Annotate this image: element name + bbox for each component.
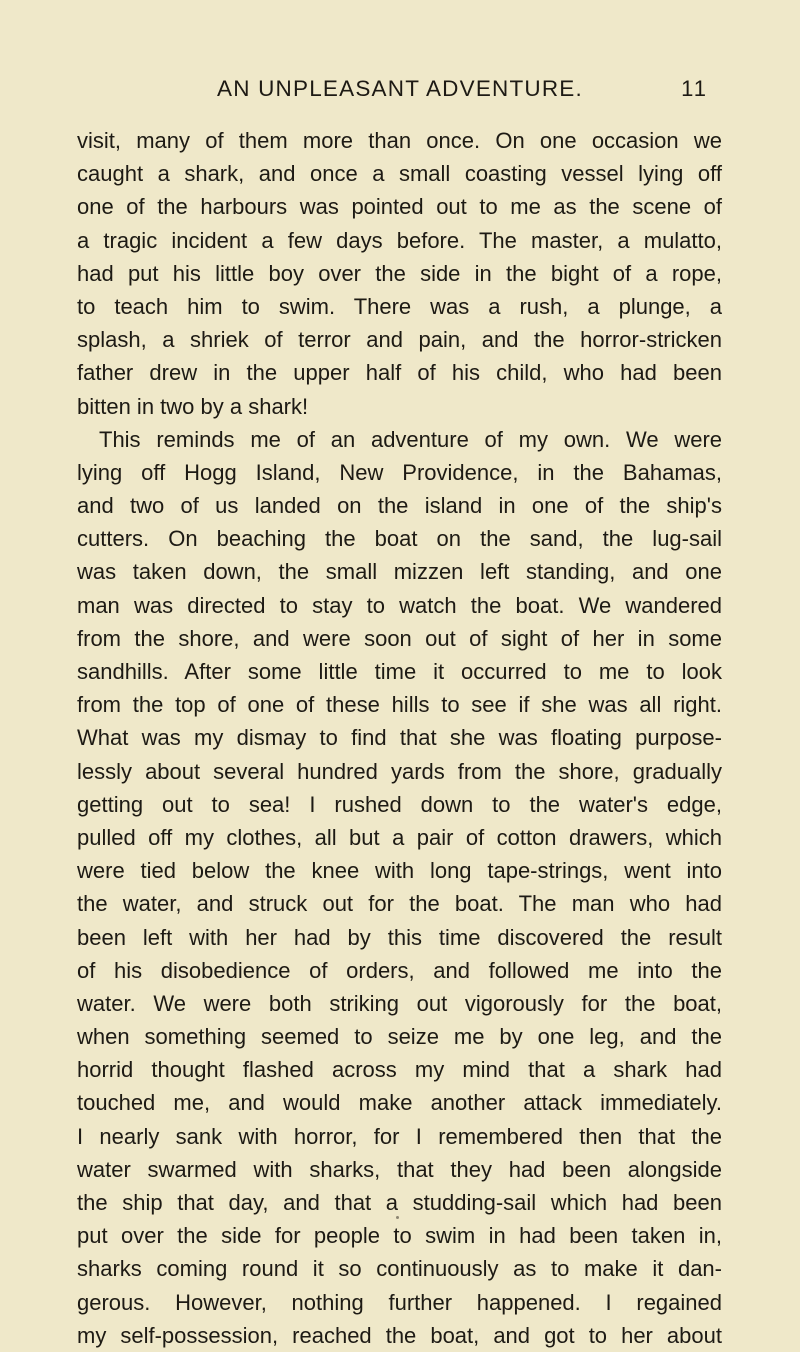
paper-speck (396, 1216, 399, 1219)
text-line: getting out to sea! I rushed down to the water's edge, (77, 791, 722, 817)
text-line: sharks coming round it so continuously as to make it dan- (77, 1256, 722, 1282)
text-line: when something seemed to seize me by one leg, and the (77, 1024, 722, 1050)
text-line: horrid thought flashed across my mind that a shark had (77, 1057, 722, 1083)
body-text (77, 124, 722, 1352)
text-line: lying off Hogg Island, New Providence, in the Bahamas, (77, 459, 722, 485)
text-line: one of the harbours was pointed out to me as the scene of (77, 194, 722, 220)
text-line: splash, a shriek of terror and pain, and the horror-stricken (77, 327, 722, 353)
text-line: bitten in two by a shark! (77, 393, 309, 419)
text-line: What was my dismay to find that she was floating purpose- (77, 725, 722, 751)
text-line: and two of us landed on the island in one of the ship's (77, 493, 722, 519)
text-line: father drew in the upper half of his child, who had been (77, 360, 722, 386)
text-line: water swarmed with sharks, that they had been alongside (77, 1156, 722, 1182)
text-line: sandhills. After some little time it occurred to me to look (77, 659, 722, 684)
text-line: from the top of one of these hills to see if she was all right. (77, 692, 722, 718)
text-line: gerous. However, nothing further happened. I regained (77, 1289, 722, 1315)
text-line: cutters. On beaching the boat on the sand, the lug-sail (77, 526, 722, 552)
text-line: pulled off my clothes, all but a pair of cotton drawers, which (77, 824, 722, 850)
page-number: 11 (681, 76, 708, 101)
text-line: was taken down, the small mizzen left standing, and one (77, 559, 722, 585)
running-title: AN UNPLEASANT ADVENTURE. (217, 76, 583, 101)
text-line: from the shore, and were soon out of sight of her in some (77, 625, 722, 651)
text-line: put over the side for people to swim in had been taken in, (77, 1223, 722, 1249)
running-header (0, 74, 800, 104)
text-line: I nearly sank with horror, for I remembered then that the (77, 1123, 722, 1149)
text-line: of his disobedience of orders, and followed me into the (77, 957, 722, 983)
paragraph-start-line: This reminds me of an adventure of my own. We were (99, 426, 722, 452)
text-line: the water, and struck out for the boat. The man who had (77, 891, 722, 917)
text-line: lessly about several hundred yards from the shore, gradually (77, 758, 722, 784)
text-line: touched me, and would make another attack immediately. (77, 1090, 722, 1116)
text-line: to teach him to swim. There was a rush, a plunge, a (77, 293, 722, 319)
text-line: a tragic incident a few days before. The master, a mulatto, (77, 227, 722, 253)
text-line: man was directed to stay to watch the boat. We wandered (77, 592, 722, 618)
text-line: caught a shark, and once a small coasting vessel lying off (77, 161, 722, 187)
text-line: had put his little boy over the side in the bight of a rope, (77, 260, 722, 286)
text-line: were tied below the knee with long tape-strings, went into (77, 858, 722, 884)
text-line: visit, many of them more than once. On one occasion we (77, 128, 722, 153)
text-line: my self-possession, reached the boat, and got to her about (77, 1322, 722, 1348)
text-line: the ship that day, and that a studding-sail which had been (77, 1190, 722, 1215)
text-line: been left with her had by this time discovered the result (77, 924, 722, 950)
text-line: water. We were both striking out vigorously for the boat, (77, 990, 722, 1016)
